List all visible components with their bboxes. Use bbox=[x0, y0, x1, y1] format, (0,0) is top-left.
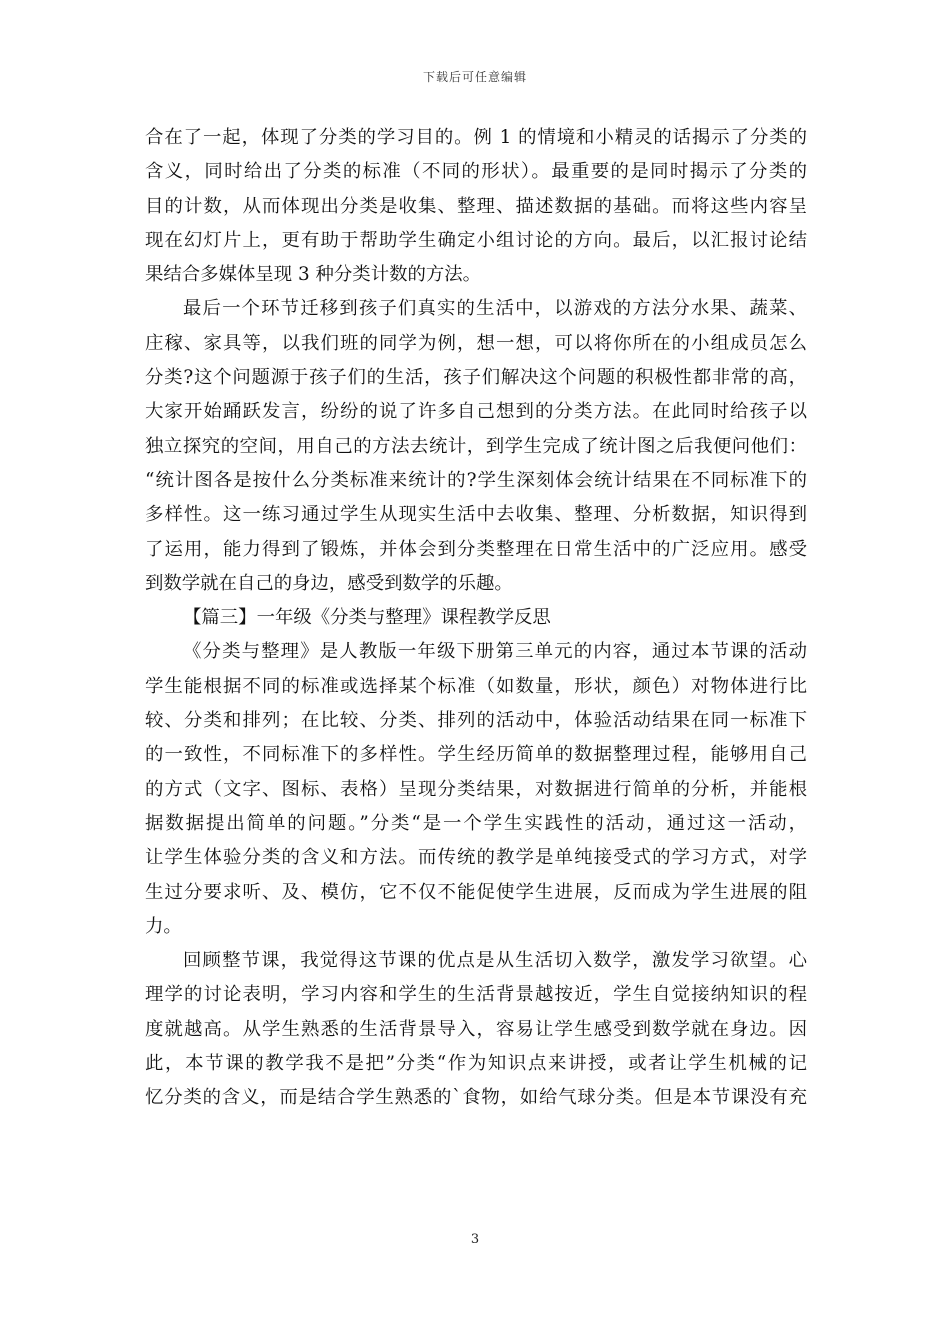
text-line: 《分类与整理》是人教版一年级下册第三单元的内容，通过本节课的活动 bbox=[183, 641, 807, 663]
text-line: 让学生体验分类的含义和方法。而传统的教学是单纯接受式的学习方式，对学 bbox=[145, 847, 807, 869]
text-line: 目的计数，从而体现出分类是收集、整理、描述数据的基础。而将这些内容呈 bbox=[145, 195, 807, 217]
text-line: 忆分类的含义，而是结合学生熟悉的`食物，如给气球分类。但是本节课没有充 bbox=[145, 1087, 807, 1109]
text-line: 较、分类和排列；在比较、分类、排列的活动中，体验活动结果在同一标准下 bbox=[145, 710, 807, 732]
text-line: 合在了一起，体现了分类的学习目的。例 1 的情境和小精灵的话揭示了分类的 bbox=[145, 127, 807, 148]
text-line: 果结合多媒体呈现 3 种分类计数的方法。 bbox=[145, 264, 482, 286]
text-line: 度就越高。从学生熟悉的生活背景导入，容易让学生感受到数学就在身边。因 bbox=[145, 1018, 807, 1040]
page-number: 3 bbox=[470, 1232, 480, 1247]
text-line: 生过分要求听、及、模仿，它不仅不能促使学生进展，反而成为学生进展的阻 bbox=[145, 881, 807, 903]
text-line: 学生能根据不同的标准或选择某个标准（如数量，形状，颜色）对物体进行比 bbox=[145, 675, 807, 697]
text-line: 现在幻灯片上，更有助于帮助学生确定小组讨论的方向。最后，以汇报讨论结 bbox=[145, 229, 807, 251]
text-line: 最后一个环节迁移到孩子们真实的生活中，以游戏的方法分水果、蔬菜、 bbox=[183, 298, 807, 320]
document-body bbox=[145, 121, 807, 1116]
text-line: 庄稼、家具等，以我们班的同学为例，想一想，可以将你所在的小组成员怎么 bbox=[145, 332, 807, 354]
text-line: “统计图各是按什么分类标准来统计的?学生深刻体会统计结果在不同标准下的 bbox=[145, 469, 807, 491]
text-line: 含义，同时给出了分类的标准（不同的形状）。最重要的是同时揭示了分类的 bbox=[145, 161, 807, 183]
text-line: 理学的讨论表明，学习内容和学生的生活背景越按近，学生自觉接纳知识的程 bbox=[145, 984, 807, 1006]
page-header: 下载后可任意编辑 bbox=[422, 70, 527, 84]
text-line: 据数据提出简单的问题。”分类“是一个学生实践性的活动，通过这一活动， bbox=[145, 812, 807, 834]
section-heading: 【篇三】一年级《分类与整理》课程教学反思 bbox=[183, 607, 551, 629]
text-line: 分类?这个问题源于孩子们的生活，孩子们解决这个问题的积极性都非常的高， bbox=[145, 367, 807, 389]
text-line: 回顾整节课，我觉得这节课的优点是从生活切入数学，激发学习欲望。心 bbox=[183, 950, 807, 972]
text-line: 力。 bbox=[145, 915, 182, 937]
text-line: 了运用，能力得到了锻炼，并体会到分类整理在日常生活中的广泛应用。感受 bbox=[145, 538, 807, 560]
text-line: 此，本节课的教学我不是把”分类“作为知识点来讲授，或者让学生机械的记 bbox=[145, 1053, 807, 1075]
text-line: 大家开始踊跃发言，纷纷的说了许多自己想到的分类方法。在此同时给孩子以 bbox=[145, 401, 807, 423]
text-line: 多样性。这一练习通过学生从现实生活中去收集、整理、分析数据，知识得到 bbox=[145, 504, 807, 526]
text-line: 独立探究的空间，用自己的方法去统计，到学生完成了统计图之后我便问他们： bbox=[145, 435, 807, 457]
text-line: 的一致性，不同标准下的多样性。学生经历简单的数据整理过程，能够用自己 bbox=[145, 744, 807, 766]
text-line: 的方式（文字、图标、表格）呈现分类结果，对数据进行简单的分析，并能根 bbox=[145, 778, 807, 800]
text-line: 到数学就在自己的身边，感受到数学的乐趣。 bbox=[145, 572, 513, 594]
